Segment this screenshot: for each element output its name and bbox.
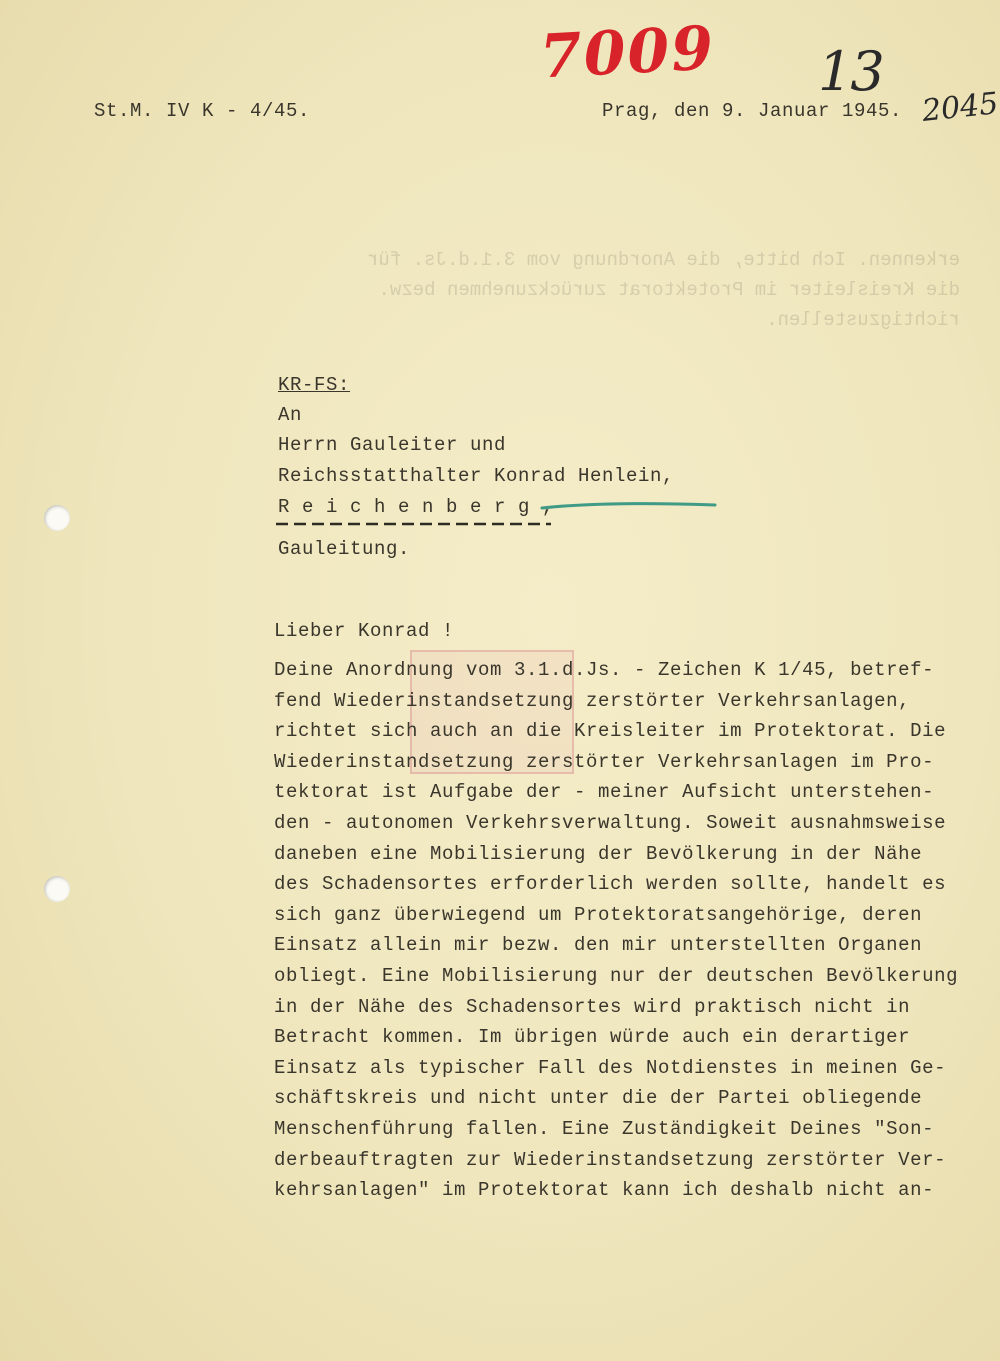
handwritten-side-number: 2045	[920, 86, 1000, 129]
address-to: An	[278, 404, 303, 426]
body-line: Betracht kommen. Im übrigen würde auch ein derartiger	[274, 1026, 911, 1049]
body-line: schäftskreis und nicht unter die der Partei obliegende	[274, 1087, 923, 1110]
address-city: R e i c h e n b e r g ,	[278, 496, 555, 518]
body-line: kehrsanlagen" im Protektorat kann ich deshalb nicht an-	[274, 1179, 935, 1202]
body-line: obliegt. Eine Mobilisierung nur der deutschen Bevölkerung	[274, 964, 959, 987]
reference-number: St.M. IV K - 4/45.	[94, 100, 311, 122]
body-line: fend Wiederinstandsetzung zerstörter Verkehrsanlagen,	[274, 689, 911, 712]
transmission-type: KR-FS:	[278, 374, 351, 396]
date-line: Prag, den 9. Januar 1945.	[602, 100, 903, 122]
red-handwritten-number: 7009	[538, 13, 717, 93]
body-line: Deine Anordnung vom 3.1.d.Js. - Zeichen K 1/45, betref-	[274, 659, 935, 681]
punch-hole-top	[44, 505, 70, 531]
green-pencil-mark	[540, 494, 720, 514]
body-line: derbeauftragten zur Wiederinstandsetzung zerstörter Ver-	[274, 1148, 947, 1171]
salutation: Lieber Konrad !	[274, 620, 455, 642]
body-line: Menschenführung fallen. Eine Zuständigkeit Deines "Son-	[274, 1117, 935, 1140]
address-line-1: Herrn Gauleiter und	[278, 434, 507, 456]
body-line: Wiederinstandsetzung zerstörter Verkehrsanlagen im Pro-	[274, 750, 935, 773]
letter-body	[274, 655, 974, 1206]
address-line-2: Reichsstatthalter Konrad Henlein,	[278, 465, 675, 487]
body-line: daneben eine Mobilisierung der Bevölkerung in der Nähe	[274, 842, 923, 865]
punch-hole-bottom	[44, 876, 70, 902]
city-underline	[276, 520, 556, 528]
body-line: tektorat ist Aufgabe der - meiner Aufsicht unterstehen-	[274, 781, 935, 804]
body-line: richtet sich auch an die Kreisleiter im Protektorat. Die	[274, 720, 947, 743]
body-line: in der Nähe des Schadensortes wird praktisch nicht in	[274, 995, 911, 1018]
handwritten-page-number: 13	[818, 40, 883, 103]
body-line: des Schadensortes erforderlich werden sollte, handelt es	[274, 873, 947, 896]
address-department: Gauleitung.	[278, 538, 411, 560]
body-line: Einsatz als typischer Fall des Notdienstes in meinen Ge-	[274, 1056, 947, 1079]
body-line: sich ganz überwiegend um Protektoratsangehörige, deren	[274, 903, 923, 926]
body-line: Einsatz allein mir bezw. den mir unterstellten Organen	[274, 934, 923, 957]
body-line: den - autonomen Verkehrsverwaltung. Soweit ausnahmsweise	[274, 811, 947, 834]
show-through-text: erkennen. Ich bitte, die Anordnung vom 3.1.d.Js. für die Kreisleiter im Protektorat zurückzunehmen bezw. richtigzustellen.	[367, 249, 960, 331]
